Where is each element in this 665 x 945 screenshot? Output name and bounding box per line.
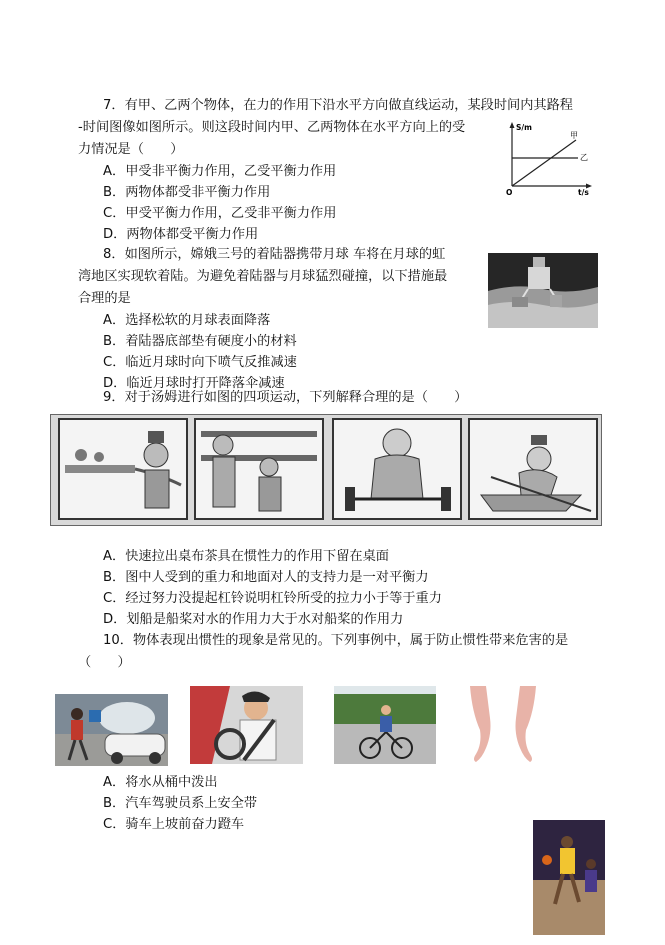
q7-option-b: B．两物体都受非平衡力作用: [103, 185, 271, 200]
q10-photo-cycling: [334, 686, 436, 764]
q10-photo-seatbelt: [190, 686, 303, 764]
q7-stem-line2: -时间图像如图所示。则这段时间内甲、乙两物体在水平方向上的受: [78, 120, 466, 135]
line-yi-label: 乙: [580, 153, 588, 162]
line-jia-label: 甲: [570, 131, 578, 140]
q8-lander-photo: [488, 253, 598, 328]
q7-stem-line1: 7．有甲、乙两个物体，在力的作用下沿水平方向做直线运动，某段时间内其路程: [103, 98, 573, 113]
q7-stem-line3: 力情况是（ ）: [78, 142, 184, 157]
q7-option-c: C．甲受平衡力作用，乙受非平衡力作用: [103, 206, 337, 221]
q9-option-a: A．快速拉出桌布茶具在惯性力的作用下留在桌面: [103, 549, 389, 564]
panel-weightlifting: [333, 419, 461, 519]
q9-option-d: D．划船是船桨对水的作用力大于水对船桨的作用力: [103, 612, 404, 627]
q10-option-a: A．将水从桶中泼出: [103, 775, 218, 790]
panel-standing-man: [195, 419, 323, 519]
q7-option-d: D．两物体都受平衡力作用: [103, 227, 259, 242]
q10-photo-basketball: [533, 820, 605, 935]
q9-option-c: C．经过努力没提起杠铃说明杠铃所受的拉力小于等于重力: [103, 591, 442, 606]
q9-stem: 9．对于汤姆进行如图的四项运动，下列解释合理的是（ ）: [103, 390, 468, 405]
q9-option-b: B．图中人受到的重力和地面对人的支持力是一对平衡力: [103, 570, 429, 585]
q7-option-a: A．甲受非平衡力作用，乙受平衡力作用: [103, 164, 337, 179]
q10-option-b: B．汽车驾驶员系上安全带: [103, 796, 258, 811]
y-axis-label: S/m: [516, 123, 532, 132]
line-jia: [512, 140, 576, 186]
x-axis-label: t/s: [578, 188, 589, 196]
q8-option-a: A．选择松软的月球表面降落: [103, 313, 271, 328]
q8-stem-line1: 8．如图所示，嫦娥三号的着陆器携带月球 车将在月球的虹: [103, 247, 446, 262]
q10-option-c: C．骑车上坡前奋力蹬车: [103, 817, 245, 832]
origin-label: O: [506, 188, 513, 196]
q10-stem-line1: 10．物体表现出惯性的现象是常见的。下列事例中，属于防止惯性带来危害的是: [103, 633, 569, 648]
panel-tablecloth: [59, 419, 187, 519]
q8-stem-line3: 合理的是: [78, 291, 131, 306]
panel-rowing: [469, 419, 597, 519]
q8-option-c: C．临近月球时向下喷气反推减速: [103, 355, 297, 370]
q8-option-b: B．着陆器底部垫有硬度小的材料: [103, 334, 297, 349]
q10-stem-line2: （ ）: [78, 655, 131, 670]
q9-cartoon-strip: [50, 414, 602, 526]
q7-st-graph: [502, 118, 597, 196]
q10-photo-hands: [452, 682, 554, 766]
q8-stem-line2: 湾地区实现软着陆。为避免着陆器与月球猛烈碰撞，以下措施最: [78, 269, 448, 284]
q8-option-d: D．临近月球时打开降落伞减速: [103, 376, 285, 391]
q10-photo-splash-water: [55, 694, 168, 766]
